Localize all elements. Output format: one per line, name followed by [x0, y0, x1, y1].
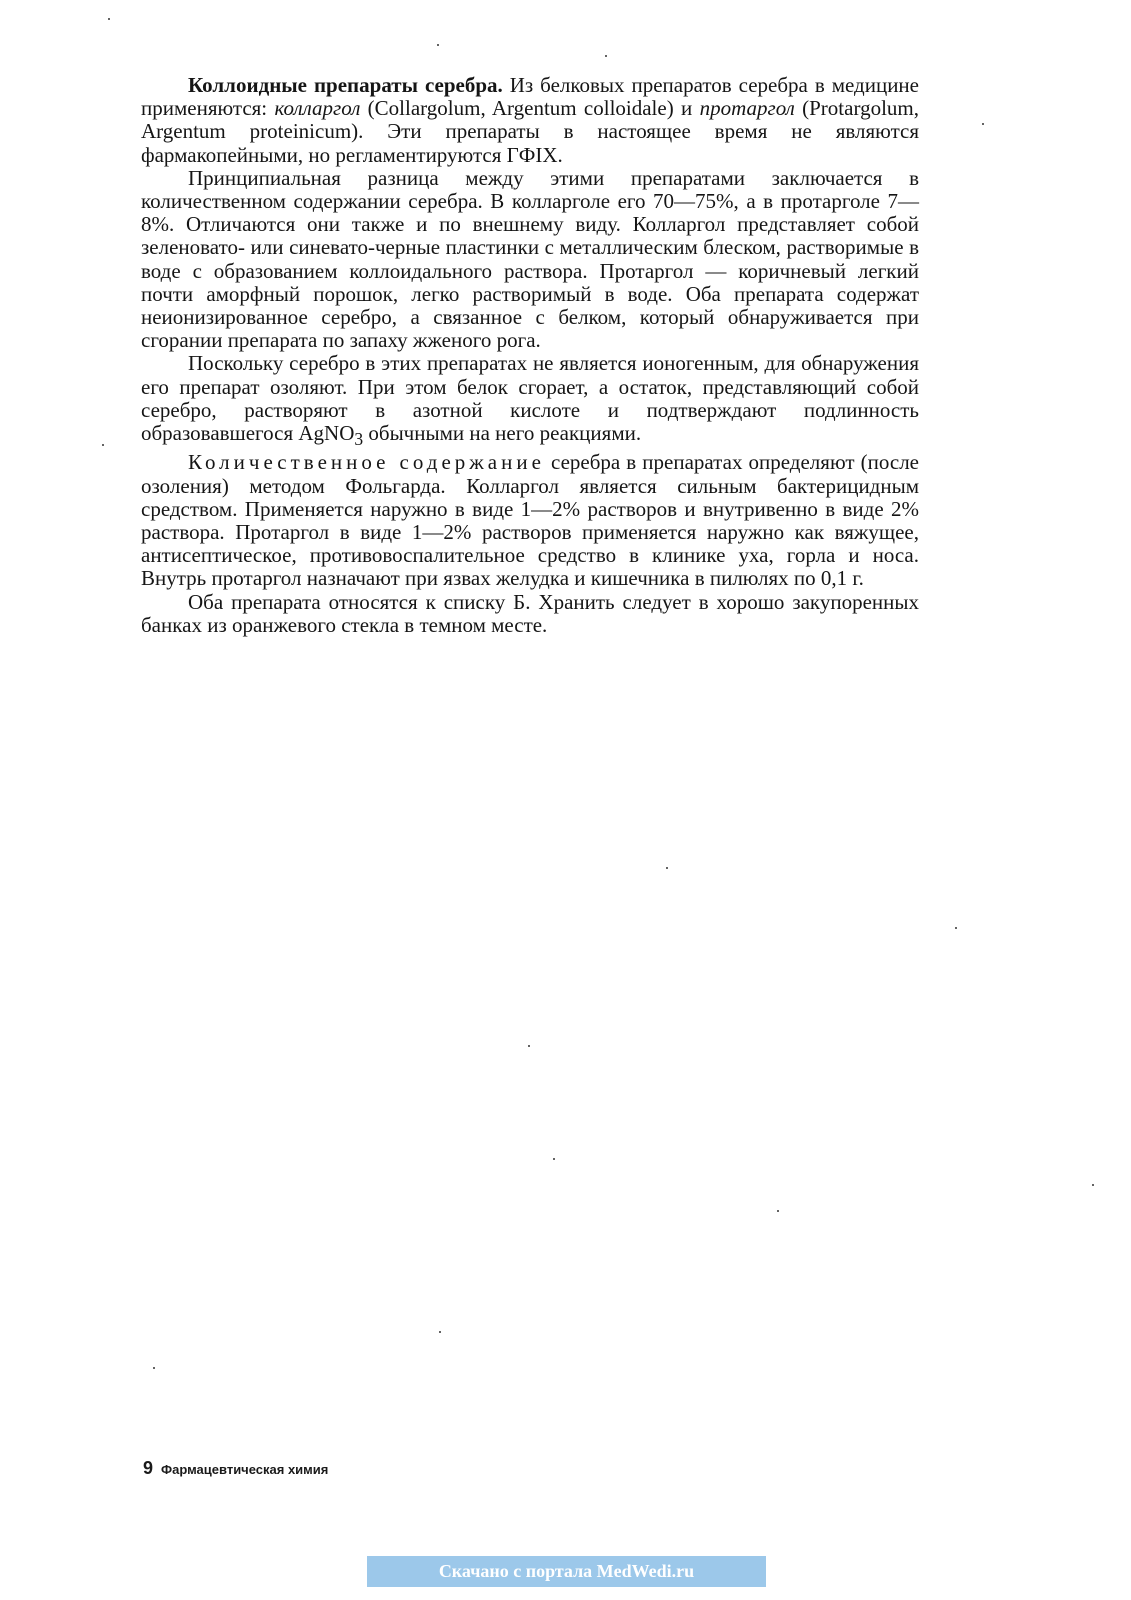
text-run: Поскольку серебро в этих препаратах не является ионогенным, для обнаружения его препарат озоляют. При этом белок сгорает, а остаток, представляющий собой серебро, растворяют в азотной кислоте и подтверждают подлинность образовавшегося AgNO [141, 351, 919, 446]
text-run: Из белковых препаратов серебра в медицине применяются: [141, 73, 919, 121]
scan-speck [955, 927, 957, 929]
spaced-heading: Количественное содержание [188, 450, 545, 475]
text-run: обычными на него реакциями. [363, 421, 642, 446]
page-footer [143, 1458, 328, 1479]
text-run: (Collargolum, Argentum colloidale) и [360, 96, 700, 121]
scan-speck [528, 1045, 530, 1047]
scan-speck [439, 1331, 441, 1333]
paragraph-1 [141, 74, 919, 167]
paragraph-2: Принципиальная разница между этими препаратами заключается в количественном содержании серебра. В колларголе его 70—75%, а в протарголе 7—8%. Отличаются они также и по внешнему виду. Колларгол представляет собой зеленовато- или синевато-черные пластинки с металлическим блеском, растворимые в воде с образованием коллоидального раствора. Протаргол — коричневый легкий почти аморфный порошок, легко растворимый в воде. Оба препарата содержат неионизированное серебро, а связанное с белком, который обнаруживается при сгорании препарата по запаху жженого рога. [141, 165, 919, 353]
text-run: (Protargolum, Argentum proteinicum). Эти препараты в настоящее время не являются фармакопейными, но регламентируются ГФIX. [141, 96, 919, 167]
body-text [141, 74, 919, 637]
paragraph-5: Оба препарата относятся к списку Б. Хранить следует в хорошо закупоренных банках из оранжевого стекла в темном месте. [141, 589, 919, 637]
section-heading: Коллоидные препараты серебра. [188, 73, 503, 97]
scan-speck [108, 18, 110, 20]
scan-speck [553, 1158, 555, 1160]
scan-speck [605, 55, 607, 57]
scan-speck [437, 44, 439, 46]
paragraph-3 [141, 352, 919, 451]
text-run: серебра в препаратах определяют (после озоления) методом Фольгарда. Колларгол является сильным бактерицидным средством. Применяется наружно в виде 1—2% растворов и внутривенно в виде 2% раствора. Протаргол в виде 1—2% растворов применяется наружно как вяжущее, антисептическое, противовоспалительное средство в клинике уха, горла и носа. Внутрь протаргол назначают при язвах желудка и кишечника в пилюлях по 0,1 г. [141, 450, 919, 591]
download-watermark: Скачано с портала MedWedi.ru [367, 1556, 766, 1587]
subscript: 3 [354, 429, 364, 450]
scan-speck [1092, 1184, 1094, 1186]
term-collargol: колларгол [274, 96, 361, 121]
running-title: Фармацевтическая химия [161, 1462, 329, 1477]
scan-speck [102, 444, 104, 446]
term-protargol: протаргол [699, 96, 795, 121]
page-number: 9 [143, 1458, 154, 1478]
scan-speck [666, 867, 668, 869]
paragraph-4 [141, 451, 919, 590]
scan-speck [153, 1367, 155, 1369]
scan-speck [777, 1210, 779, 1212]
scan-speck [982, 123, 984, 125]
